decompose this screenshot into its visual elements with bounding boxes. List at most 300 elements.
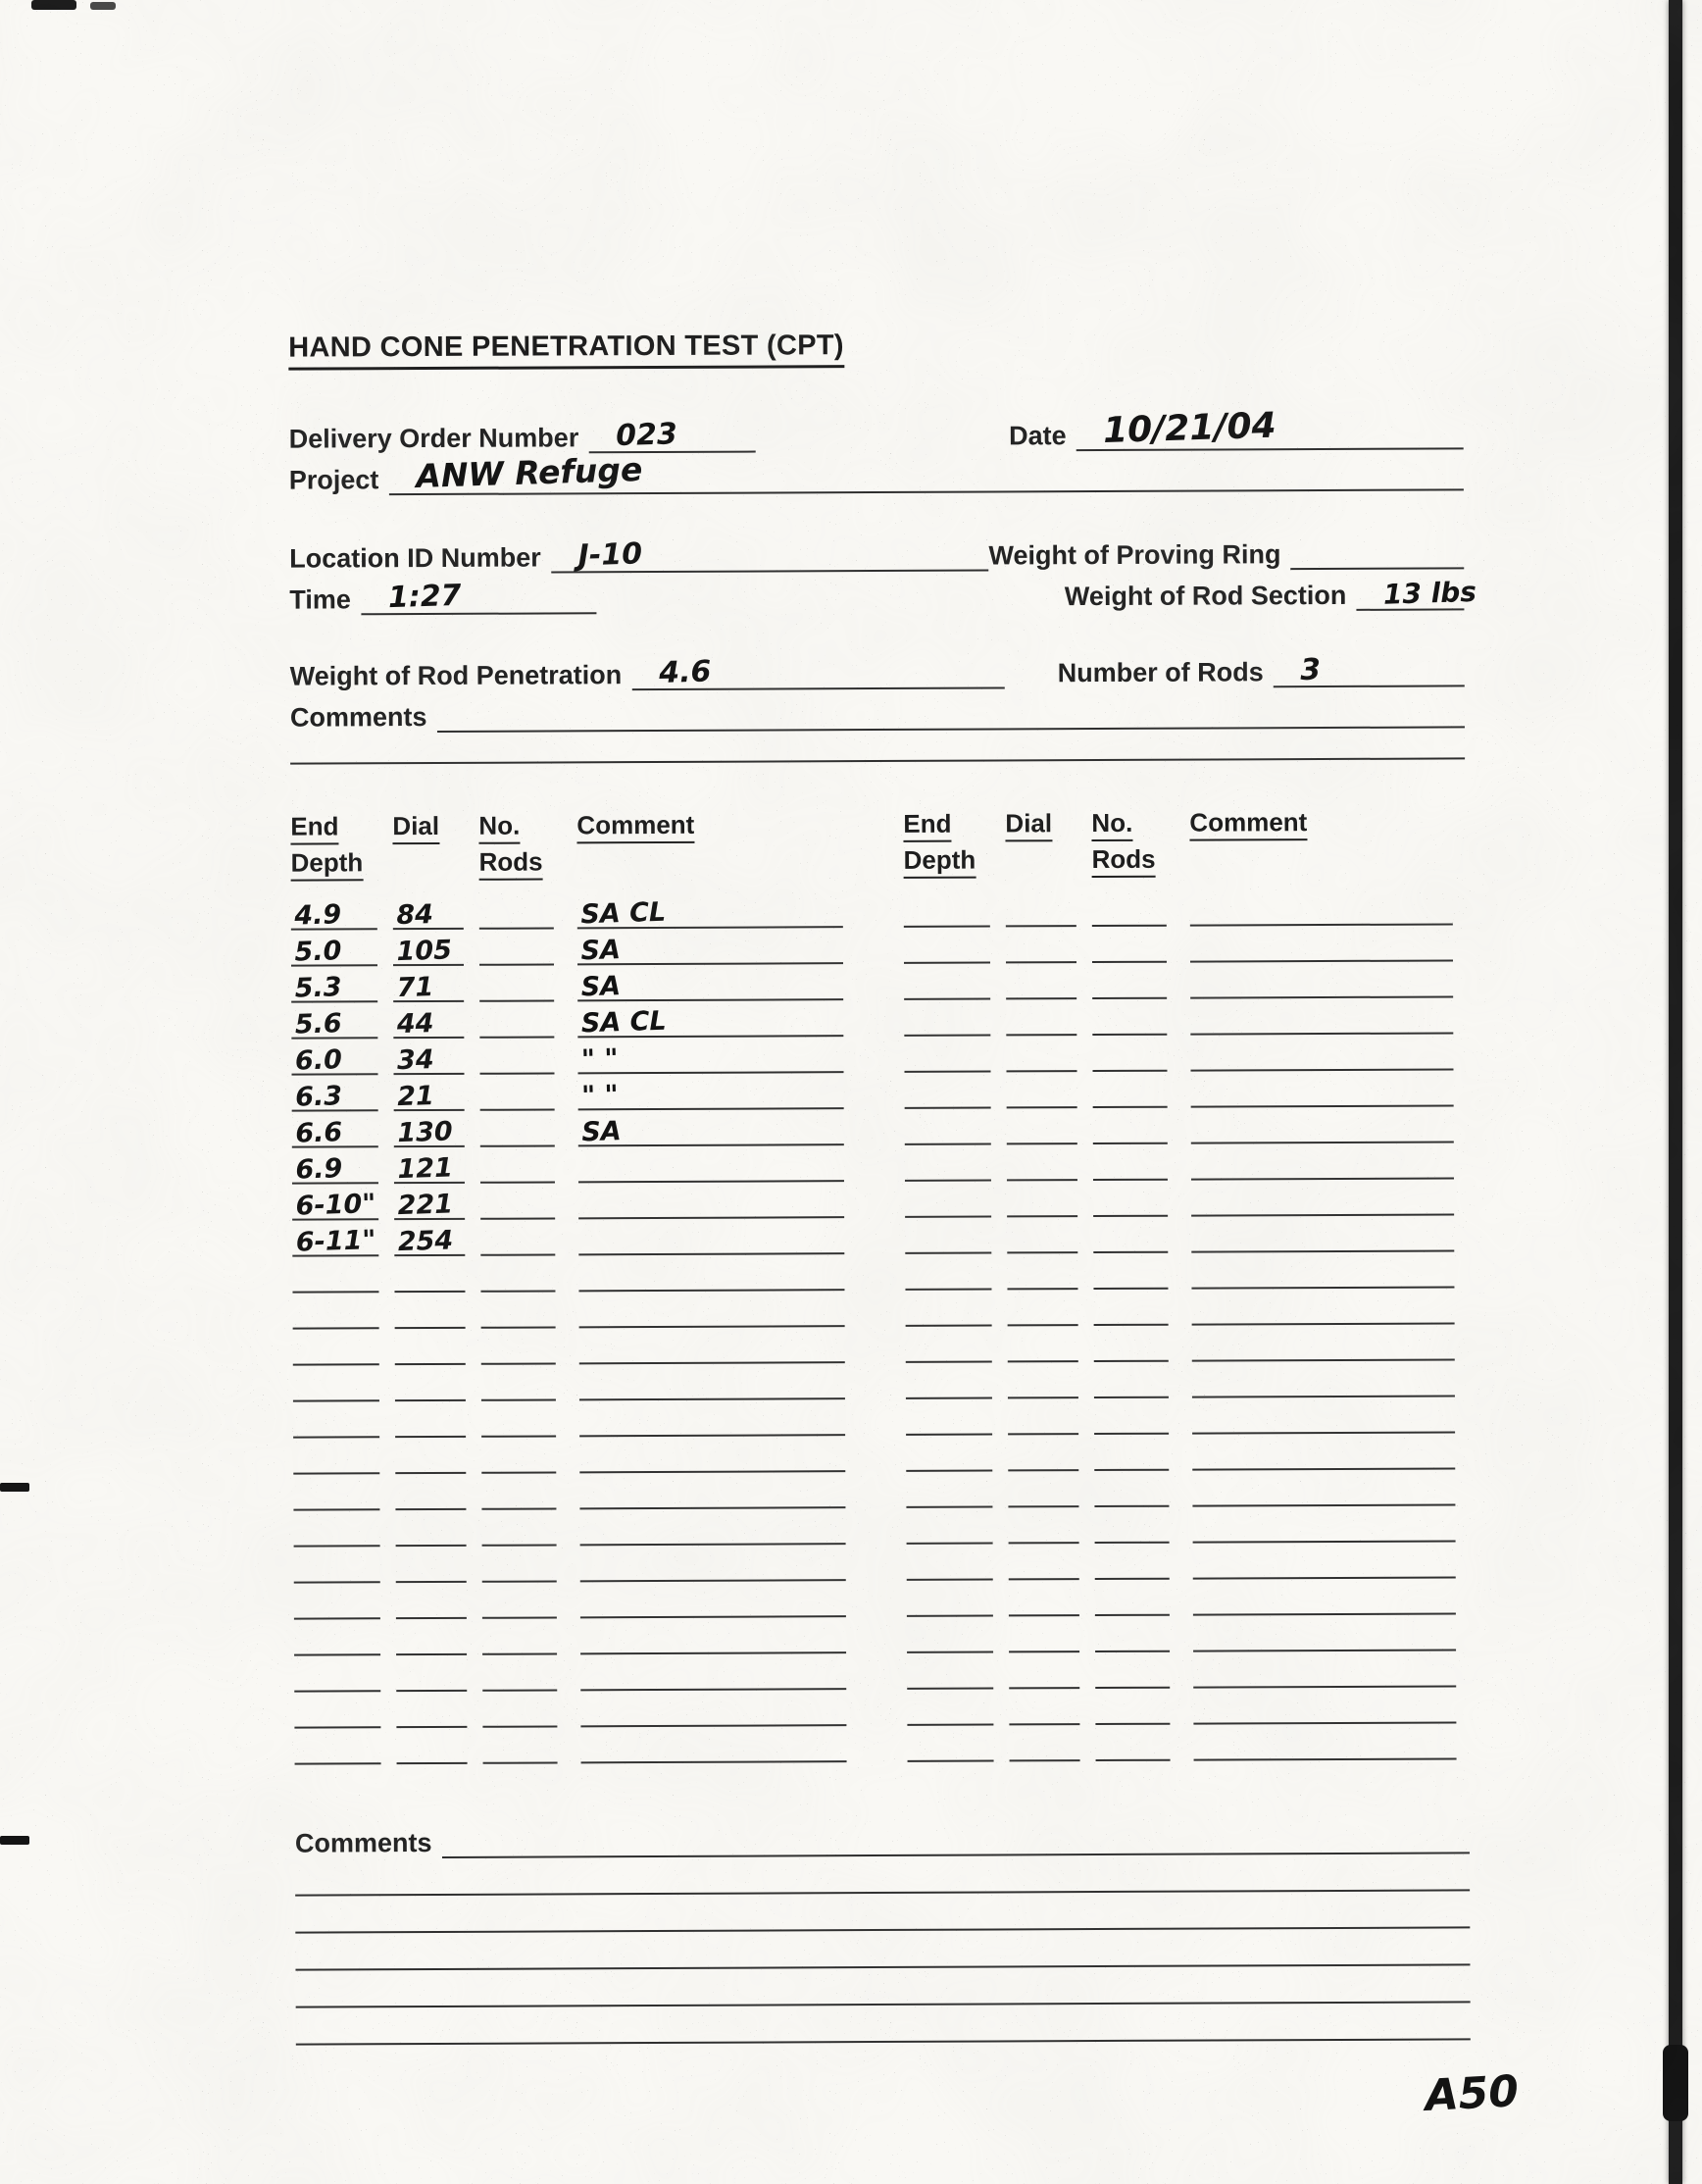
table-row (904, 1071, 1453, 1109)
handwritten-value: 5.6 (294, 1008, 343, 1041)
header-depth: Depth (903, 845, 976, 880)
cell-dial (393, 964, 464, 1002)
cell-end (906, 1397, 992, 1436)
spacer (289, 490, 1464, 533)
cell-comment (579, 1435, 845, 1474)
cell-end (292, 1219, 378, 1257)
cell-dial (393, 1037, 464, 1075)
handwritten-value: 5.3 (294, 972, 343, 1004)
cell-end (293, 1509, 379, 1548)
cell-comment (1193, 1613, 1456, 1652)
table-row (907, 1724, 1456, 1762)
header-end: End (903, 809, 951, 842)
cell-comment (579, 1326, 845, 1365)
table-row (292, 1183, 844, 1221)
handwritten-value: SA CL (579, 897, 667, 931)
cell-dial (393, 891, 464, 930)
cell-comment (577, 1036, 843, 1075)
cell-comment (1193, 1650, 1456, 1689)
cell-end (291, 1001, 377, 1040)
cell-comment (1192, 1396, 1455, 1435)
cell-end (907, 1615, 993, 1653)
table-row (907, 1651, 1456, 1690)
cell-comment (579, 1362, 845, 1401)
cell-rods (481, 1508, 556, 1547)
cell-comment (1192, 1323, 1455, 1362)
cell-end (291, 1074, 377, 1112)
cell-dial (1009, 1614, 1079, 1652)
cell-comment (1190, 924, 1453, 963)
handwritten-value: 6.6 (294, 1117, 343, 1149)
cell-end (905, 1289, 991, 1327)
handwritten-time: 1:27 (386, 578, 462, 616)
cell-end (904, 998, 990, 1037)
cell-end (294, 1654, 380, 1693)
cell-dial (396, 1617, 467, 1655)
cell-end (905, 1107, 991, 1145)
handwritten-delivery-order: 023 (615, 417, 677, 454)
page-code: A50 (1424, 2066, 1521, 2121)
table-row (291, 1001, 843, 1040)
table-row (292, 1146, 844, 1185)
cell-comment (580, 1544, 846, 1583)
cell-dial (394, 1109, 465, 1147)
cell-end (907, 1651, 993, 1690)
cell-rods (1093, 1179, 1168, 1217)
scan-top-smudge (90, 2, 116, 10)
blank-line (295, 1854, 1470, 1897)
cell-end (905, 1143, 991, 1182)
table-row (291, 965, 843, 1003)
cell-dial (1006, 961, 1076, 999)
cell-end (905, 1216, 991, 1254)
scan-left-mark (0, 1483, 29, 1492)
table-row (292, 1255, 844, 1294)
cell-rods (481, 1363, 556, 1401)
cell-comment (1190, 888, 1453, 927)
cell-dial (393, 1073, 464, 1111)
cell-rods (1093, 1288, 1168, 1326)
field-row-comments (290, 686, 1465, 733)
cell-comment (577, 999, 843, 1039)
cell-comment (580, 1652, 846, 1692)
cell-dial (394, 1218, 465, 1256)
cell-comment (1191, 1287, 1454, 1326)
cell-comment (578, 1217, 844, 1256)
table-row (293, 1364, 845, 1402)
cell-rods (479, 1037, 554, 1075)
table-row (291, 929, 843, 967)
cell-comment (1191, 1105, 1454, 1144)
cell-comment (1191, 1142, 1454, 1181)
handwritten-value: 6-10" (295, 1189, 376, 1222)
rod-penetration-field (631, 645, 1004, 690)
table-row (292, 1074, 844, 1112)
cell-rods (1095, 1578, 1170, 1616)
proving-ring-field (1290, 526, 1464, 570)
cell-rods (481, 1327, 556, 1365)
table-header (903, 806, 1452, 882)
cell-comment (1190, 960, 1453, 999)
cell-end (291, 892, 377, 931)
cell-comment (580, 1689, 846, 1728)
cell-dial (1008, 1469, 1078, 1507)
cell-rods (1094, 1324, 1169, 1362)
delivery-order-label: Delivery Order Number (288, 423, 579, 454)
header-rods: Rods (478, 847, 542, 881)
handwritten-value: SA CL (580, 1006, 668, 1040)
cell-end (293, 1364, 379, 1402)
handwritten-value: 6-11" (295, 1225, 376, 1258)
cell-dial (1006, 997, 1076, 1036)
cell-dial (1009, 1578, 1079, 1616)
cell-comment (1193, 1541, 1456, 1580)
cell-comment (1193, 1686, 1456, 1725)
cell-rods (1095, 1614, 1170, 1652)
cell-end (292, 1146, 378, 1185)
cell-rods (479, 928, 554, 966)
table-row (293, 1400, 845, 1439)
cell-dial (1009, 1542, 1079, 1580)
cell-rods (480, 1145, 555, 1184)
cell-rods (1094, 1433, 1169, 1471)
cell-comment (580, 1616, 846, 1655)
cell-rods (479, 1000, 554, 1039)
table-rows-right (904, 889, 1457, 1762)
table-row (292, 1292, 844, 1330)
header-comment (1189, 806, 1452, 881)
handwritten-value: 5.0 (294, 936, 342, 968)
handwritten-value: 121 (397, 1152, 454, 1186)
table-row (907, 1579, 1456, 1617)
location-id-label: Location ID Number (289, 542, 541, 574)
handwritten-value: SA (580, 1116, 623, 1148)
handwritten-value: SA (580, 935, 622, 967)
table-row (904, 926, 1453, 964)
cell-dial (1008, 1433, 1078, 1471)
cell-rods (479, 891, 554, 930)
table-row (293, 1509, 845, 1548)
cell-end (904, 1071, 990, 1109)
cell-rods (1092, 1070, 1167, 1108)
header-comment-text: Comment (576, 810, 694, 844)
header-dial-text: Dial (392, 811, 439, 844)
cell-comment (577, 1072, 843, 1111)
cell-rods (480, 1218, 555, 1256)
table-row (294, 1691, 846, 1729)
header-no-rods (1091, 808, 1166, 882)
cell-end (905, 1180, 991, 1218)
cell-dial (395, 1472, 466, 1510)
footer-comments-section (295, 1813, 1471, 2046)
handwritten-location-id: J-10 (576, 536, 643, 574)
table-group-left (290, 809, 846, 1765)
cell-dial (396, 1690, 467, 1728)
handwritten-value: 84 (395, 899, 434, 932)
cell-dial (1006, 1034, 1076, 1072)
cell-comment (1190, 1033, 1453, 1072)
table-row (906, 1397, 1455, 1436)
table-row (294, 1582, 846, 1620)
footer-comments-row (295, 1813, 1470, 1859)
table-row (292, 1110, 844, 1148)
cell-rods (1092, 1034, 1167, 1072)
cell-dial (1008, 1324, 1078, 1362)
cell-rods (1095, 1687, 1170, 1725)
handwritten-value: 21 (396, 1081, 435, 1113)
cell-dial (396, 1581, 467, 1619)
handwritten-date: 10/21/04 (1102, 405, 1277, 451)
cell-comment (580, 1580, 846, 1619)
field-row-location-ring (289, 528, 1464, 574)
cell-comment (1190, 1069, 1453, 1108)
table-row (906, 1434, 1455, 1472)
cell-rods (481, 1472, 556, 1510)
cell-comment (1191, 1250, 1454, 1290)
table-row (294, 1654, 846, 1693)
handwritten-rod-penetration: 4.6 (658, 654, 712, 690)
time-field (361, 571, 596, 615)
form-title: HAND CONE PENETRATION TEST (CPT) (288, 330, 844, 370)
cell-comment (1192, 1504, 1455, 1544)
table-row (906, 1325, 1455, 1363)
header-end-depth (903, 809, 989, 883)
delivery-order-field (588, 410, 755, 454)
cell-dial (394, 1254, 465, 1293)
project-label: Project (288, 465, 379, 495)
handwritten-value: " " (580, 1043, 620, 1076)
date-label: Date (1009, 421, 1067, 451)
table-row (293, 1473, 845, 1511)
header-no-rods (478, 810, 553, 884)
header-depth: Depth (290, 847, 363, 882)
cell-end (904, 962, 990, 1000)
cell-end (294, 1691, 380, 1729)
header-dial-text: Dial (1005, 808, 1052, 841)
footer-comments-field (441, 1811, 1470, 1859)
cell-rods (1094, 1397, 1169, 1435)
form-content (288, 327, 1477, 2046)
cell-dial (393, 1000, 464, 1039)
header-end: End (290, 811, 338, 844)
table-row (907, 1688, 1456, 1726)
table-row (907, 1615, 1456, 1653)
cell-rods (1093, 1215, 1168, 1253)
cell-end (904, 889, 990, 928)
cell-end (294, 1618, 380, 1656)
cell-end (292, 1255, 378, 1294)
cell-dial (395, 1508, 466, 1547)
cell-end (907, 1688, 993, 1726)
cell-rods (1094, 1505, 1169, 1544)
time-label: Time (289, 584, 351, 615)
table-row (905, 1289, 1454, 1327)
cell-dial (1008, 1360, 1078, 1398)
field-row-project (289, 449, 1464, 495)
cpt-data-table (290, 806, 1469, 1765)
handwritten-value: 6.0 (294, 1044, 343, 1077)
cell-comment (579, 1507, 845, 1547)
table-group-right (903, 806, 1456, 1762)
table-row (904, 889, 1453, 928)
cell-comment (577, 890, 843, 930)
cell-dial (395, 1436, 466, 1474)
cell-rods (482, 1653, 557, 1692)
cell-end (904, 926, 990, 964)
table-row (293, 1437, 845, 1475)
cell-dial (396, 1545, 467, 1583)
cell-dial (1009, 1687, 1079, 1725)
cell-rods (1093, 1143, 1168, 1181)
cell-comment (577, 963, 843, 1002)
cell-rods (481, 1399, 556, 1438)
cell-comment (1191, 1178, 1454, 1217)
cell-end (907, 1579, 993, 1617)
cell-comment (1191, 1214, 1454, 1253)
table-rows-left (291, 892, 847, 1765)
cell-dial (396, 1653, 467, 1692)
cell-end (906, 1361, 992, 1399)
cell-end (907, 1724, 993, 1762)
cell-end (293, 1328, 379, 1366)
comments-field (436, 685, 1465, 733)
cell-rods (1093, 1106, 1168, 1144)
cell-comment (579, 1398, 845, 1438)
rod-section-field (1356, 567, 1477, 611)
table-header (290, 809, 842, 885)
table-row (905, 1180, 1454, 1218)
cell-rods (482, 1690, 557, 1728)
cell-dial (1008, 1505, 1078, 1544)
header-dial (1005, 808, 1076, 882)
table-row (904, 1035, 1453, 1073)
handwritten-value: 44 (396, 1008, 434, 1041)
handwritten-value: SA (580, 971, 622, 1003)
cell-end (906, 1325, 992, 1363)
cell-rods (480, 1254, 555, 1293)
handwritten-value: 34 (396, 1044, 435, 1077)
handwritten-rod-section: 13 lbs (1382, 575, 1477, 611)
cell-end (294, 1727, 380, 1765)
table-row (904, 962, 1453, 1000)
cell-dial (1009, 1651, 1079, 1689)
cell-comment (1192, 1359, 1455, 1398)
handwritten-value: 6.3 (294, 1081, 343, 1113)
header-dial (392, 811, 463, 885)
cell-dial (395, 1399, 466, 1438)
cell-rods (482, 1545, 557, 1583)
table-row (291, 892, 843, 931)
scan-edge-blob (1663, 2045, 1688, 2121)
cell-end (292, 1183, 378, 1221)
header-no: No. (478, 811, 520, 844)
cell-rods (1092, 889, 1167, 927)
handwritten-value: 4.9 (293, 899, 342, 932)
blank-line (295, 1966, 1470, 2008)
table-row (291, 1038, 843, 1076)
cell-comment (1190, 996, 1453, 1036)
table-row (294, 1618, 846, 1656)
handwritten-project: ANW Refuge (415, 450, 643, 496)
field-row-time-rodsection (289, 569, 1477, 616)
cell-rods (1094, 1360, 1169, 1398)
cell-dial (393, 928, 464, 966)
cell-rods (482, 1726, 557, 1764)
cell-end (292, 1110, 378, 1148)
cell-comment (1193, 1722, 1456, 1761)
header-no: No. (1091, 808, 1132, 841)
cell-comment (578, 1144, 844, 1184)
cell-rods (1094, 1469, 1169, 1507)
cell-end (906, 1506, 992, 1545)
header-comment (576, 809, 842, 884)
cell-comment (1192, 1432, 1455, 1471)
cell-comment (579, 1471, 845, 1510)
blank-line (295, 1929, 1470, 1971)
rod-section-label: Weight of Rod Section (1064, 580, 1347, 612)
handwritten-number-of-rods: 3 (1299, 652, 1322, 688)
cell-rods (482, 1581, 557, 1619)
cell-comment (578, 1253, 844, 1293)
header-comment-text: Comment (1189, 807, 1307, 841)
cell-rods (1095, 1542, 1170, 1580)
cell-dial (395, 1327, 466, 1365)
cell-rods (479, 964, 554, 1002)
handwritten-value: " " (580, 1080, 620, 1112)
cell-comment (580, 1725, 846, 1764)
cell-rods (1092, 961, 1167, 999)
cell-comment (577, 927, 843, 966)
cell-end (293, 1473, 379, 1511)
project-field (388, 447, 1464, 495)
scan-edge-artifact (1669, 0, 1682, 2184)
cell-dial (394, 1145, 465, 1184)
handwritten-value: 221 (397, 1189, 454, 1222)
cell-dial (394, 1182, 465, 1220)
cell-end (905, 1252, 991, 1291)
number-of-rods-label: Number of Rods (1057, 657, 1264, 688)
cell-rods (1092, 997, 1167, 1036)
cell-rods (479, 1073, 554, 1111)
rod-penetration-label: Weight of Rod Penetration (289, 660, 623, 691)
cell-dial (1008, 1397, 1078, 1435)
cell-rods (482, 1617, 557, 1655)
cell-comment (578, 1108, 844, 1147)
table-row (905, 1107, 1454, 1145)
table-row (906, 1470, 1455, 1508)
header-rods: Rods (1091, 844, 1155, 878)
cell-dial (1006, 889, 1076, 927)
cell-end (294, 1582, 380, 1620)
table-row (294, 1546, 846, 1584)
number-of-rods-field (1274, 643, 1465, 687)
cell-rods (1093, 1251, 1168, 1290)
cell-end (291, 929, 377, 967)
blank-line (296, 2004, 1471, 2046)
table-row (905, 1143, 1454, 1182)
cell-comment (578, 1181, 844, 1220)
cell-dial (396, 1726, 467, 1764)
cell-comment (1193, 1577, 1456, 1616)
cell-end (294, 1546, 380, 1584)
cell-end (906, 1470, 992, 1508)
cell-rods (1092, 925, 1167, 963)
table-row (294, 1727, 846, 1765)
handwritten-value: 105 (396, 935, 453, 968)
cell-dial (1007, 1288, 1077, 1326)
cell-dial (1009, 1723, 1079, 1761)
cell-dial (1007, 1106, 1077, 1144)
